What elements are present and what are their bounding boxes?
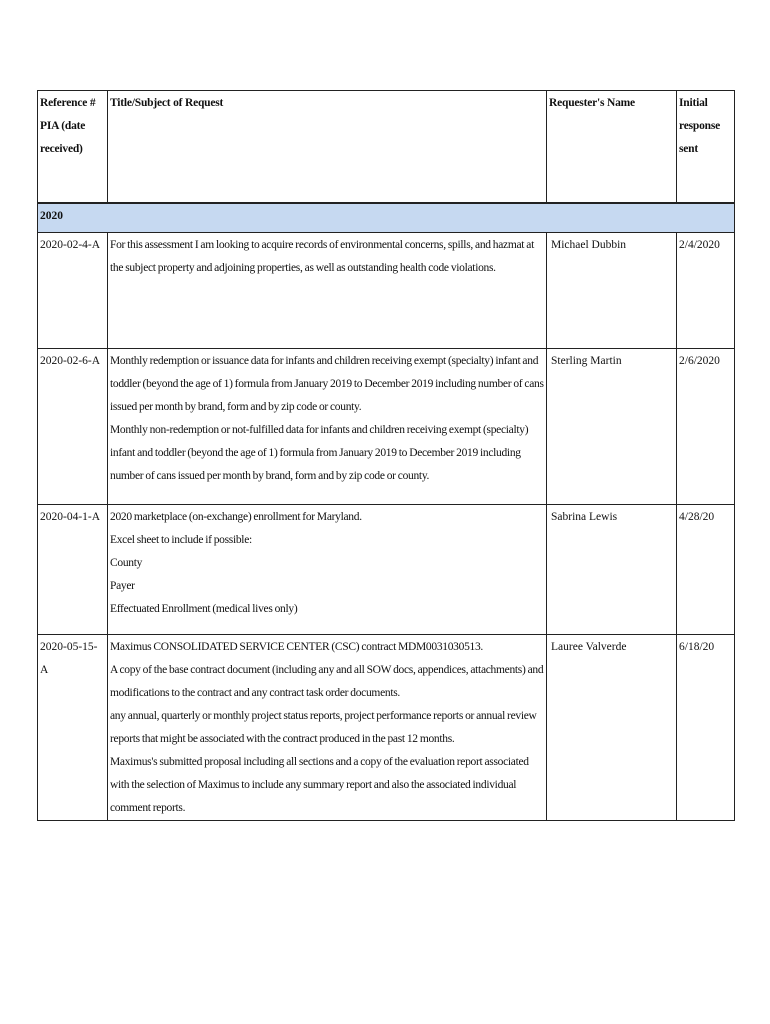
title-line: Monthly redemption or issuance data for infants and children receiving exempt (specialty) infant and toddler (beyond the age of 1) formula from January 2019 to December 2019 including number of cans issued per month by brand, form and by zip code or county. — [110, 355, 544, 413]
reference-cell: 2020-05-15-A — [38, 635, 108, 821]
title-line: A copy of the base contract document (including any and all SOW docs, appendices, attachments) and modifications to the contract and any contract task order documents. — [110, 664, 544, 699]
requester-cell: Lauree Valverde — [547, 635, 677, 821]
year-row — [38, 203, 735, 233]
header-response-line: sent — [679, 143, 699, 155]
year-label: 2020 — [38, 203, 735, 233]
header-response-line: response — [679, 120, 720, 132]
title-line: County — [110, 557, 143, 569]
table-row — [38, 635, 735, 821]
reference-cell: 2020-02-4-A — [38, 233, 108, 349]
header-reference-line: PIA (date — [40, 120, 86, 132]
header-requester: Requester's Name — [547, 91, 677, 204]
header-response — [677, 91, 735, 204]
requester-cell: Sterling Martin — [547, 349, 677, 505]
title-line: For this assessment I am looking to acquire records of environmental concerns, spills, and hazmat at the subject property and adjoining properties, as well as outstanding health code violations. — [110, 239, 534, 274]
title-line: Excel sheet to include if possible: — [110, 534, 252, 546]
header-title: Title/Subject of Request — [108, 91, 547, 204]
title-cell — [108, 505, 547, 635]
table-row — [38, 505, 735, 635]
reference-cell: 2020-04-1-A — [38, 505, 108, 635]
title-line: Payer — [110, 580, 135, 592]
requester-cell: Sabrina Lewis — [547, 505, 677, 635]
header-row — [38, 91, 735, 204]
header-reference-line: Reference # — [40, 97, 96, 109]
response-date-cell: 2/4/2020 — [677, 233, 735, 349]
title-line: any annual, quarterly or monthly project status reports, project performance reports or annual review reports that might be associated with the contract produced in the past 12 months. — [110, 710, 537, 745]
title-line: Effectuated Enrollment (medical lives only) — [110, 603, 298, 615]
title-line: Monthly non-redemption or not-fulfilled data for infants and children receiving exempt (specialty) infant and toddler (beyond the age of 1) formula from January 2019 to December 2019 including number of cans issued per month by brand, form and by zip code or county. — [110, 424, 529, 482]
title-cell — [108, 349, 547, 505]
pia-request-log-table — [37, 90, 735, 821]
table-row — [38, 349, 735, 505]
title-cell — [108, 635, 547, 821]
response-date-cell: 4/28/20 — [677, 505, 735, 635]
title-line: Maximus's submitted proposal including all sections and a copy of the evaluation report associated with the selection of Maximus to include any summary report and also the associated individual comment reports. — [110, 756, 529, 814]
header-reference-line: received) — [40, 143, 83, 155]
reference-cell: 2020-02-6-A — [38, 349, 108, 505]
table-row — [38, 233, 735, 349]
response-date-cell: 2/6/2020 — [677, 349, 735, 505]
header-reference — [38, 91, 108, 204]
requester-cell: Michael Dubbin — [547, 233, 677, 349]
response-date-cell: 6/18/20 — [677, 635, 735, 821]
title-line: Maximus CONSOLIDATED SERVICE CENTER (CSC) contract MDM0031030513. — [110, 641, 483, 653]
title-line: 2020 marketplace (on-exchange) enrollment for Maryland. — [110, 511, 362, 523]
header-response-line: Initial — [679, 97, 708, 109]
title-cell — [108, 233, 547, 349]
